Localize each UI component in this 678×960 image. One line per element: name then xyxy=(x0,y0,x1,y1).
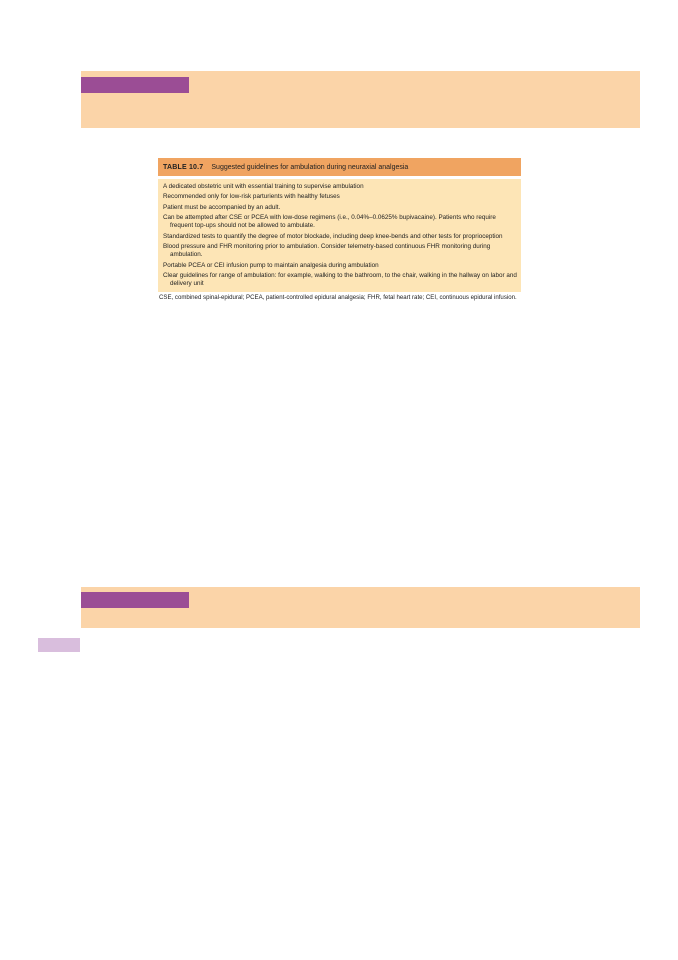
table-row: A dedicated obstetric unit with essential training to supervise ambulation xyxy=(163,183,364,190)
margin-marker xyxy=(38,638,80,652)
table-row: Standardized tests to quantify the degree of motor blockade, including deep knee-bends and other tests for proprioception xyxy=(163,232,503,240)
guidelines-table xyxy=(158,158,521,301)
table-row: Blood pressure and FHR monitoring prior to ambulation. Consider telemetry-based continuous FHR monitoring during ambulation. xyxy=(163,243,491,259)
table-row: Patient must be accompanied by an adult. xyxy=(163,203,281,211)
bottom-section-tag xyxy=(81,592,189,608)
table-row: Portable PCEA or CEI infusion pump to maintain analgesia during ambulation xyxy=(163,261,379,269)
table-row: Clear guidelines for range of ambulation: for example, walking to the bathroom, to the chair, walking in the hallway on labor and delivery unit xyxy=(163,272,517,288)
table-row: Recommended only for low-risk parturients with healthy fetuses xyxy=(163,193,340,201)
table-number: TABLE 10.7 xyxy=(163,163,204,171)
table-title: Suggested guidelines for ambulation during neuraxial analgesia xyxy=(211,163,409,171)
table-row: Can be attempted after CSE or PCEA with low-dose regimens (i.e., 0.04%–0.0625% bupivacaine). Patients who require frequent top-ups should not be allowed to ambulate. xyxy=(163,214,496,230)
table-footnote: CSE, combined spinal-epidural; PCEA, patient-controlled epidural analgesia; FHR, fetal heart rate; CEI, continuous epidural infusion. xyxy=(159,293,517,301)
table-body xyxy=(158,179,521,292)
top-section-tag xyxy=(81,77,189,93)
table-header xyxy=(158,158,521,176)
